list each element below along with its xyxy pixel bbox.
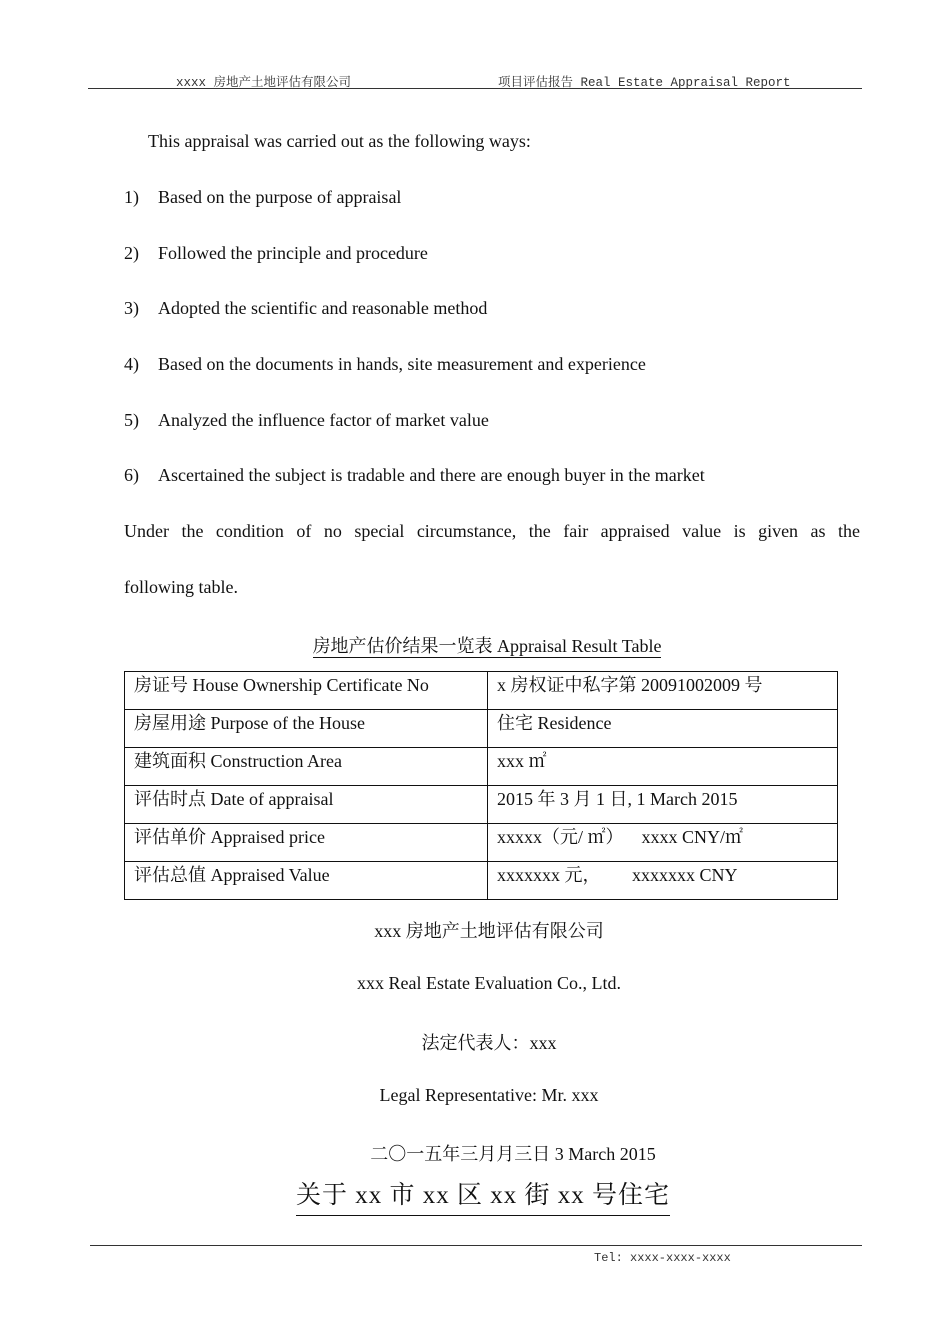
list-number: 3) <box>124 298 139 318</box>
list-item <box>124 410 489 431</box>
table-row <box>125 862 838 900</box>
footer-tel: Tel: xxxx-xxxx-xxxx <box>594 1251 731 1265</box>
intro-paragraph: This appraisal was carried out as the following ways: <box>148 131 531 151</box>
condition-paragraph-line1: Under the condition of no special circumstance, the fair appraised value is given as the <box>124 521 860 541</box>
list-number: 1) <box>124 187 139 207</box>
header-report-title: 项目评估报告 Real Estate Appraisal Report <box>498 76 791 90</box>
list-text: Followed the principle and procedure <box>158 243 428 263</box>
company-name-cn: xxx 房地产土地评估有限公司 <box>374 921 604 941</box>
list-text: Adopted the scientific and reasonable method <box>158 298 488 318</box>
list-text: Based on the purpose of appraisal <box>158 187 402 207</box>
list-text: Ascertained the subject is tradable and there are enough buyer in the market <box>158 465 705 485</box>
table-cell-label: 评估时点 Date of appraisal <box>125 786 488 824</box>
list-number: 5) <box>124 410 139 430</box>
footer-divider <box>90 1245 862 1246</box>
list-item <box>124 354 646 375</box>
list-number: 2) <box>124 243 139 263</box>
table-title-text: 房地产估价结果一览表 Appraisal Result Table <box>312 636 662 656</box>
table-cell-value: xxxxxxx 元， xxxxxxx CNY <box>488 862 838 900</box>
table-row <box>125 824 838 862</box>
table-row <box>125 710 838 748</box>
list-item <box>124 187 401 208</box>
table-cell-value: x 房权证中私字第 20091002009 号 <box>488 672 838 710</box>
table-cell-value: 住宅 Residence <box>488 710 838 748</box>
table-cell-value: 2015 年 3 月 1 日, 1 March 2015 <box>488 786 838 824</box>
page-header <box>88 66 862 89</box>
appraisal-result-table <box>124 671 838 900</box>
company-name-en: xxx Real Estate Evaluation Co., Ltd. <box>357 973 621 993</box>
header-company: xxxx 房地产土地评估有限公司 <box>176 76 352 90</box>
report-date: 二〇一五年三月月三日 3 March 2015 <box>370 1144 656 1164</box>
table-cell-label: 建筑面积 Construction Area <box>125 748 488 786</box>
list-number: 4) <box>124 354 139 374</box>
list-text: Based on the documents in hands, site measurement and experience <box>158 354 646 374</box>
table-cell-label: 评估单价 Appraised price <box>125 824 488 862</box>
list-number: 6) <box>124 465 139 485</box>
legal-representative-en: Legal Representative: Mr. xxx <box>379 1085 599 1105</box>
table-row <box>125 786 838 824</box>
table-row <box>125 672 838 710</box>
condition-paragraph-line2: following table. <box>124 577 238 597</box>
table-cell-label: 房证号 House Ownership Certificate No <box>125 672 488 710</box>
table-cell-label: 房屋用途 Purpose of the House <box>125 710 488 748</box>
table-title <box>0 632 950 658</box>
list-item <box>124 298 487 319</box>
table-cell-value: xxx ㎡ <box>488 748 838 786</box>
list-item <box>124 465 705 486</box>
table-row <box>125 748 838 786</box>
document-title: 关于 xx 市 xx 区 xx 街 xx 号住宅 <box>296 1175 670 1216</box>
table-cell-value: xxxxx（元/ ㎡） xxxx CNY/㎡ <box>488 824 838 862</box>
legal-representative-cn: 法定代表人：xxx <box>421 1033 557 1053</box>
list-item <box>124 243 428 264</box>
table-cell-label: 评估总值 Appraised Value <box>125 862 488 900</box>
list-text: Analyzed the influence factor of market value <box>158 410 489 430</box>
